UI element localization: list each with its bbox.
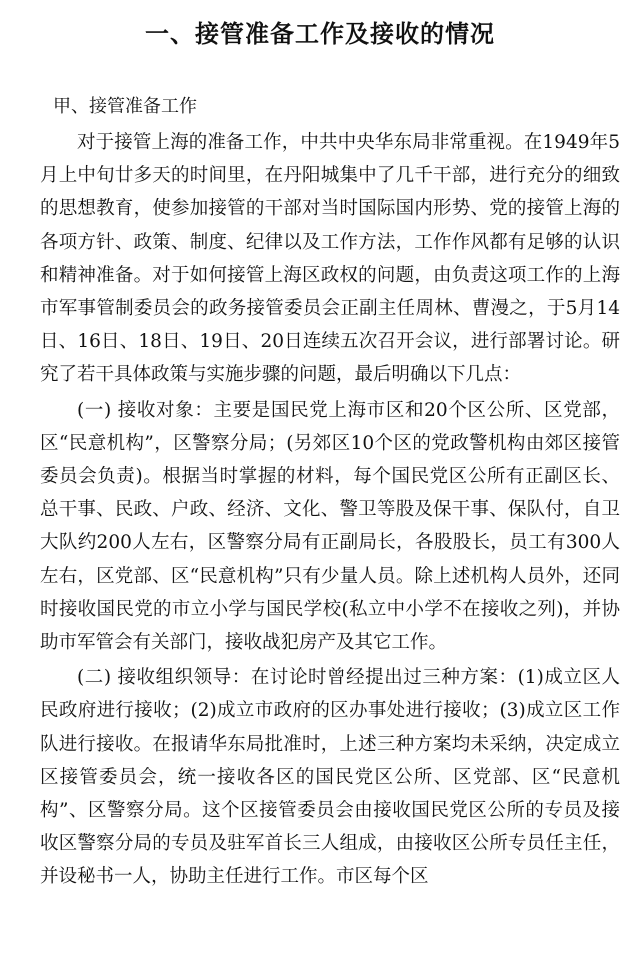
paragraph-takeover-targets: (一) 接收对象：主要是国民党上海市区和20个区公所、区党部，区“民意机构”，区警察分局；(另郊区10个区的党政警机构由郊区接管委员会负责)。根据当时掌握的材料，每个国民党区公所有正副区长、总干事、民政、户政、经济、文化、警卫等股及保干事、保队付，自卫大队约200人左右，区警察分局有正副局长，各股股长，员工有300人左右，区党部、区“民意机构”只有少量人员。除上述机构人员外，还同时接收国民党的市立小学与国民学校(私立中小学不在接收之列)，并协助市军管会有关部门，接收战犯房产及其它工作。 bbox=[40, 399, 620, 654]
section-subheading: 甲、接管准备工作 bbox=[53, 96, 197, 117]
paragraph-takeover-organization: (二) 接收组织领导：在讨论时曾经提出过三种方案：(1)成立区人民政府进行接收；(2)成立市政府的区办事处进行接收；(3)成立区工作队进行接收。在报请华东局批准时，上述三种方案均未采纳，决定成立区接管委员会，统一接收各区的国民党区公所、区党部、区“民意机构”、区警察分局。这个区接管委员会由接收国民党区公所的专员及接收区警察分局的专员及驻军首长三人组成，由接收区公所专员任主任，并设秘书一人，协助主任进行工作。市区每个区 bbox=[40, 667, 620, 888]
document-body bbox=[40, 88, 620, 894]
page-title: 一、接管准备工作及接收的情况 bbox=[145, 20, 495, 48]
paragraph-intro: 对于接管上海的准备工作，中共中央华东局非常重视。在1949年5月上中旬廿多天的时间里，在丹阳城集中了几千干部，进行充分的细致的思想教育，使参加接管的干部对当时国际国内形势、党的接管上海的各项方针、政策、制度、纪律以及工作方法，工作作风都有足够的认识和精神准备。对于如何接管上海区政权的问题，由负责这项工作的上海市军事管制委员会的政务接管委员会正副主任周林、曹漫之，于5月14日、16日、18日、19日、20日连续五次召开会议，进行部署讨论。研究了若干具体政策与实施步骤的问题，最后明确以下几点： bbox=[40, 132, 620, 386]
